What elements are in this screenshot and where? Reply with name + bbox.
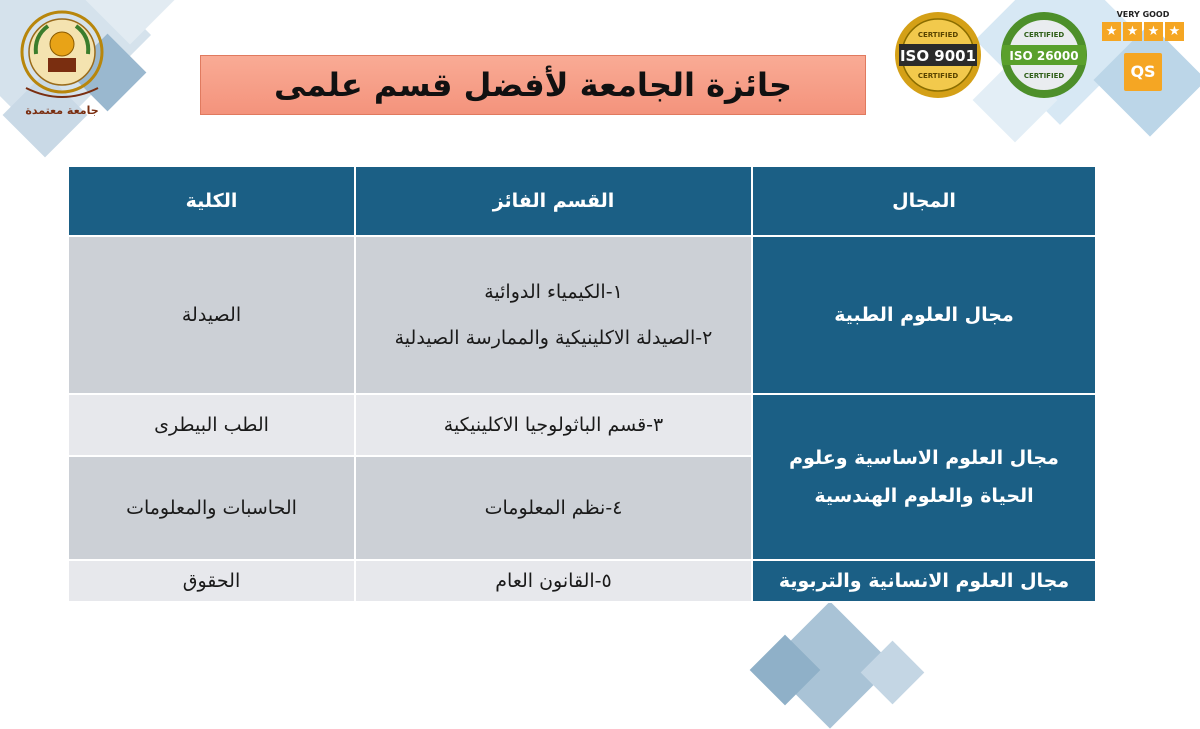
header-faculty: الكلية (68, 166, 355, 236)
star-icon: ★ (1123, 22, 1142, 41)
cell-department (355, 236, 752, 394)
table-header-row (68, 166, 1096, 236)
table-row (68, 236, 1096, 394)
cell-department: ٣-قسم الباثولوجيا الاكلينيكية (355, 394, 752, 456)
department-item: ١-الكيمياء الدوائية (484, 281, 623, 303)
qs-rating (1098, 10, 1188, 110)
logo-tagline: جامعة معتمدة (25, 104, 99, 117)
header-field: المجال (752, 166, 1096, 236)
university-logo (14, 6, 110, 126)
qs-rating-label: VERY GOOD (1116, 10, 1170, 19)
page-title-box (200, 55, 866, 115)
svg-text:CERTIFIED: CERTIFIED (1023, 31, 1065, 39)
qs-logo: QS (1124, 53, 1162, 91)
svg-text:ISO 9001: ISO 9001 (899, 47, 977, 65)
awards-table (67, 165, 1097, 603)
qs-stars (1098, 22, 1188, 41)
cell-faculty: الحاسبات والمعلومات (68, 456, 355, 560)
cell-faculty: الصيدلة (68, 236, 355, 394)
svg-text:ISO 26000: ISO 26000 (1009, 49, 1079, 63)
cell-department: ٥-القانون العام (355, 560, 752, 602)
cell-field (752, 394, 1096, 560)
department-item: ٢-الصيدلة الاكلينيكية والممارسة الصيدلية (394, 327, 713, 349)
table-row (68, 394, 1096, 456)
star-icon: ★ (1144, 22, 1163, 41)
star-icon: ★ (1102, 22, 1121, 41)
cell-faculty: الطب البيطرى (68, 394, 355, 456)
cell-department: ٤-نظم المعلومات (355, 456, 752, 560)
star-icon: ★ (1165, 22, 1184, 41)
table-row (68, 560, 1096, 602)
cell-faculty: الحقوق (68, 560, 355, 602)
field-line: الحياة والعلوم الهندسية (814, 485, 1034, 507)
cell-field: مجال العلوم الانسانية والتربوية (752, 560, 1096, 602)
page-title: جائزة الجامعة لأفضل قسم علمى (273, 66, 793, 104)
field-line: مجال العلوم الاساسية وعلوم (789, 447, 1059, 469)
cell-field: مجال العلوم الطبية (752, 236, 1096, 394)
svg-text:CERTIFIED: CERTIFIED (917, 31, 959, 39)
iso-26000-badge (998, 10, 1090, 100)
header-department: القسم الفائز (355, 166, 752, 236)
iso-9001-badge (893, 10, 983, 100)
svg-text:CERTIFIED: CERTIFIED (917, 72, 959, 80)
svg-text:CERTIFIED: CERTIFIED (1023, 72, 1065, 80)
